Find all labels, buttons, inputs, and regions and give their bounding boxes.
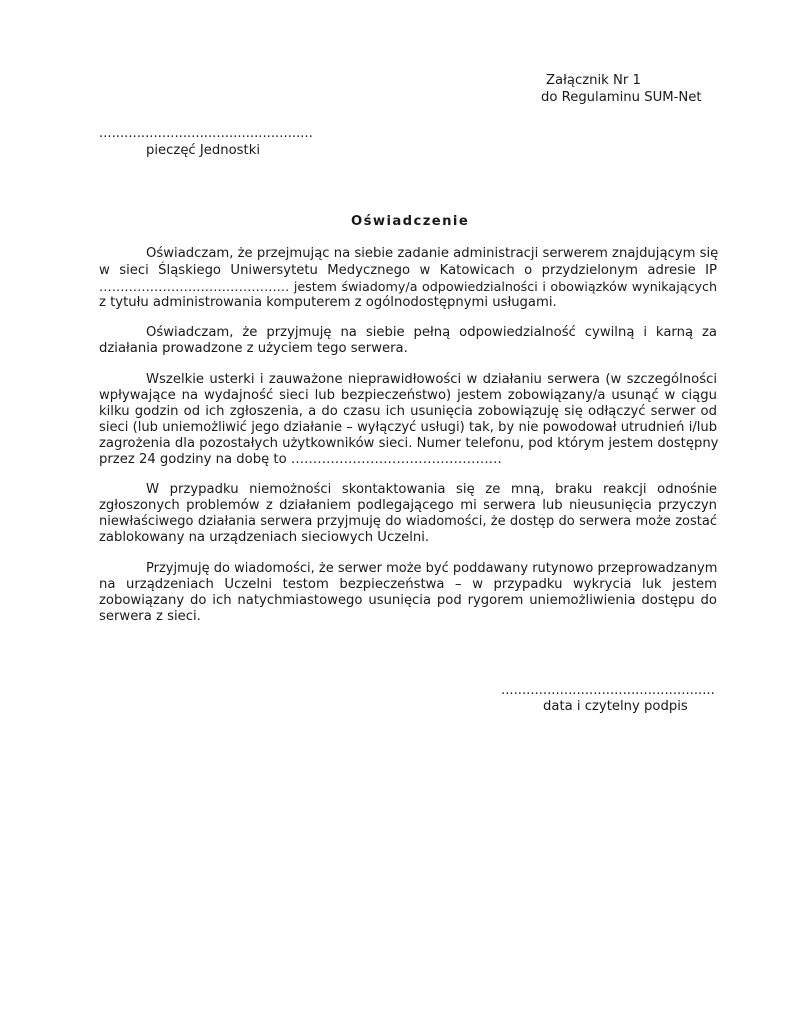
paragraph-4-line-2: zgłoszonych problemów z działaniem podlegającego mi serwera lub nieusunięcia przyczyn (99, 498, 717, 513)
stamp-label: pieczęć Jednostki (146, 143, 261, 158)
paragraph-5-line-3: zobowiązany do ich natychmiastowego usunięcia pod rygorem uniemożliwienia dostępu do (99, 593, 717, 608)
paragraph-2-line-2: działania prowadzone z użyciem tego serwera. (99, 341, 408, 356)
paragraph-3-line-1: Wszelkie usterki i zauważone nieprawidłowości w działaniu serwera (w szczególności (146, 372, 717, 387)
attachment-regulation: do Regulaminu SUM-Net (541, 90, 702, 105)
paragraph-1-line-3: ……………………………………… jestem świadomy/a odpowiedzialności i obowiązków wynikających (99, 279, 717, 294)
paragraph-4-line-4: zablokowany na urządzeniach sieciowych Uczelni. (99, 530, 430, 545)
paragraph-4-line-1: W przypadku niemożności skontaktowania się ze mną, braku reakcji odnośnie (146, 482, 717, 497)
document-title: Oświadczenie (351, 214, 470, 229)
paragraph-3-line-3: kilku godzin od ich zgłoszenia, a do czasu ich usunięcia zobowiązuję się odłączyć serwer od (99, 404, 717, 419)
paragraph-3-line-6: przez 24 godziny na dobę to ………………………………………… (99, 452, 502, 467)
paragraph-4-line-3: niewłaściwego działania serwera przyjmuję do wiadomości, że dostęp do serwera może zostać (99, 514, 717, 529)
paragraph-3-line-4: sieci (lub uniemożliwić jego działanie – wyłączyć usługi) tak, by nie powodował utrudnień i/lub (99, 420, 717, 435)
paragraph-3-line-2: wpływające na wydajność sieci lub bezpieczeństwo) jestem zobowiązany/a usunąć w ciągu (99, 388, 717, 403)
paragraph-3-line-5: zagrożenia dla pozostałych użytkowników sieci. Numer telefonu, pod którym jestem dostępny (99, 436, 719, 451)
signature-dots: ................................................... (501, 683, 715, 698)
paragraph-1-line-2: w sieci Śląskiego Uniwersytetu Medycznego w Katowicach o przydzielonym adresie IP (99, 263, 717, 278)
paragraph-1-line-1: Oświadczam, że przejmując na siebie zadanie administracji serwerem znajdującym się (146, 246, 719, 261)
attachment-number: Załącznik Nr 1 (546, 73, 641, 88)
paragraph-5-line-4: serwera z sieci. (99, 609, 201, 624)
stamp-dots: ................................................... (99, 126, 313, 141)
paragraph-5-line-2: na urządzeniach Uczelni testom bezpieczeństwa – w przypadku wykrycia luk jestem (99, 577, 717, 592)
paragraph-2-line-1: Oświadczam, że przyjmuję na siebie pełną odpowiedzialność cywilną i karną za (146, 325, 717, 340)
paragraph-1-line-4: z tytułu administrowania komputerem z ogólnodostępnymi usługami. (99, 295, 557, 310)
signature-label: data i czytelny podpis (543, 699, 688, 714)
paragraph-5-line-1: Przyjmuję do wiadomości, że serwer może być poddawany rutynowo przeprowadzanym (146, 561, 718, 576)
